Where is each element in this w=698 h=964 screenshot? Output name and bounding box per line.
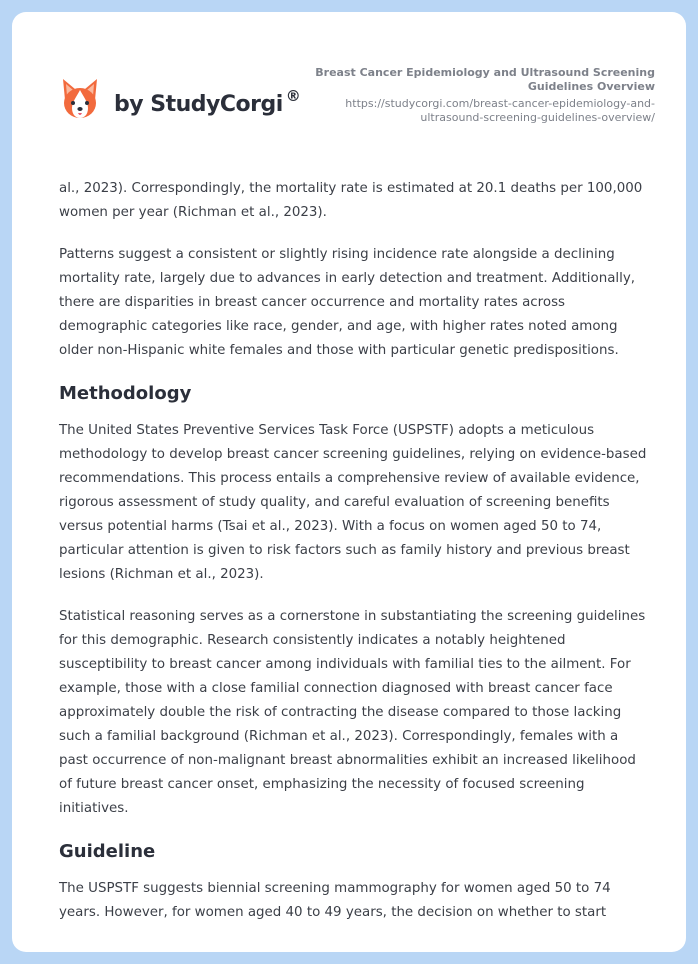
section-heading-methodology: Methodology	[59, 383, 192, 404]
studycorgi-logo[interactable]	[60, 76, 300, 120]
paragraph: The United States Preventive Services Task Force (USPSTF) adopts a meticulous methodology to develop breast cancer screening guidelines, relying on evidence-based recommendations. This process entails a comprehensive review of available evidence, rigorous assessment of study quality, and careful evaluation of screening benefits versus potential harms (Tsai et al., 2023). With a focus on women aged 50 to 74, particular attention is given to risk factors such as family history and previous breast lesions (Richman et al., 2023).	[59, 423, 647, 582]
paragraph: al., 2023). Correspondingly, the mortality rate is estimated at 20.1 deaths per 100,000 women per year (Richman et al., 2023).	[59, 181, 643, 220]
document-page	[12, 12, 686, 952]
section-heading-guideline: Guideline	[59, 841, 156, 862]
document-body	[59, 177, 649, 943]
paragraph: The USPSTF suggests biennial screening mammography for women aged 50 to 74 years. However, for women aged 40 to 49 years, the decision on whether to start	[59, 881, 611, 920]
document-meta	[315, 66, 655, 124]
corgi-logo-icon	[60, 76, 100, 120]
paragraph: Patterns suggest a consistent or slightly rising incidence rate alongside a declining mortality rate, largely due to advances in early detection and treatment. Additionally, there are disparities in breast cancer occurrence and mortality rates across demographic categories like race, gender, and age, with higher rates noted among older non-Hispanic white females and those with particular genetic predispositions.	[59, 247, 636, 358]
brand-name: by StudyCorgi ®	[114, 87, 301, 117]
document-title: Breast Cancer Epidemiology and Ultrasound Screening Guidelines Overview	[315, 66, 655, 93]
document-url[interactable]: https://studycorgi.com/breast-cancer-epidemiology-and-ultrasound-screening-guidelines-overview/	[345, 97, 655, 124]
paragraph: Statistical reasoning serves as a cornerstone in substantiating the screening guidelines for this demographic. Research consistently indicates a notably heightened susceptibility to breast cancer among individuals with familial ties to the ailment. For example, those with a close familial connection diagnosed with breast cancer face approximately double the risk of contracting the disease compared to those lacking such a familial background (Richman et al., 2023). Correspondingly, females with a past occurrence of non-malignant breast abnormalities exhibit an increased likelihood of future breast cancer onset, emphasizing the necessity of focused screening initiatives.	[59, 609, 646, 816]
registered-mark: ®	[285, 87, 301, 105]
